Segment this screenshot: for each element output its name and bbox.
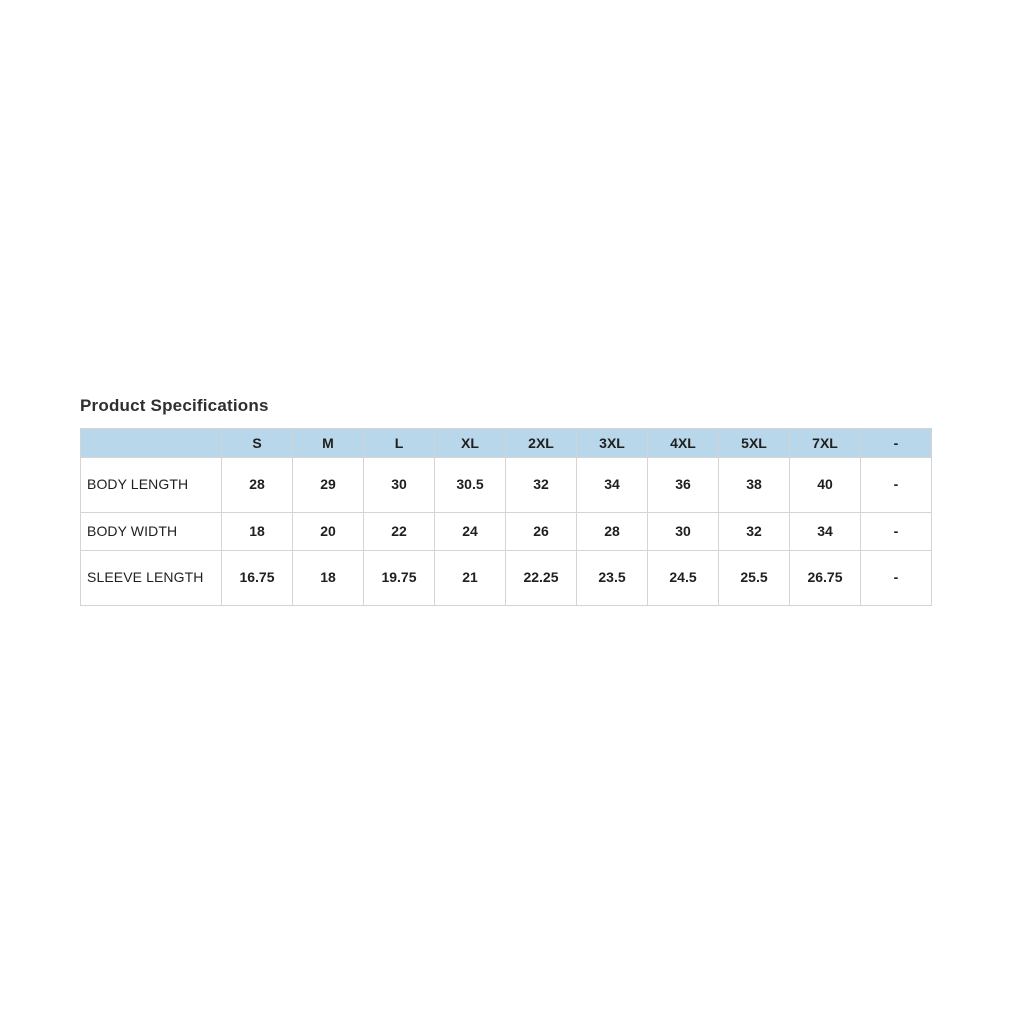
column-header-3xl: 3XL	[577, 429, 648, 458]
cell-sleeve-length-blank: -	[861, 551, 932, 606]
cell-body-width-4xl: 30	[648, 513, 719, 551]
cell-sleeve-length-3xl: 23.5	[577, 551, 648, 606]
row-label-sleeve-length: SLEEVE LENGTH	[81, 551, 222, 606]
cell-sleeve-length-m: 18	[293, 551, 364, 606]
cell-body-length-s: 28	[222, 458, 293, 513]
table-header	[81, 429, 932, 458]
cell-body-width-5xl: 32	[719, 513, 790, 551]
column-header-5xl: 5XL	[719, 429, 790, 458]
column-header-blank: -	[861, 429, 932, 458]
cell-sleeve-length-2xl: 22.25	[506, 551, 577, 606]
table-row	[81, 458, 932, 513]
product-specifications-block	[80, 396, 932, 606]
column-header-4xl: 4XL	[648, 429, 719, 458]
cell-sleeve-length-s: 16.75	[222, 551, 293, 606]
page-title: Product Specifications	[80, 396, 269, 415]
table-header-row	[81, 429, 932, 458]
cell-sleeve-length-5xl: 25.5	[719, 551, 790, 606]
table-body	[81, 458, 932, 606]
row-label-body-length: BODY LENGTH	[81, 458, 222, 513]
column-header-xl: XL	[435, 429, 506, 458]
size-chart-table	[80, 428, 932, 606]
table-corner-cell	[81, 429, 222, 458]
cell-body-width-s: 18	[222, 513, 293, 551]
cell-body-length-3xl: 34	[577, 458, 648, 513]
cell-body-length-l: 30	[364, 458, 435, 513]
cell-body-width-7xl: 34	[790, 513, 861, 551]
row-label-body-width: BODY WIDTH	[81, 513, 222, 551]
cell-body-width-2xl: 26	[506, 513, 577, 551]
cell-body-length-5xl: 38	[719, 458, 790, 513]
cell-body-width-blank: -	[861, 513, 932, 551]
cell-body-length-2xl: 32	[506, 458, 577, 513]
cell-sleeve-length-l: 19.75	[364, 551, 435, 606]
cell-body-width-xl: 24	[435, 513, 506, 551]
cell-body-width-m: 20	[293, 513, 364, 551]
cell-body-length-xl: 30.5	[435, 458, 506, 513]
column-header-2xl: 2XL	[506, 429, 577, 458]
cell-body-length-m: 29	[293, 458, 364, 513]
cell-body-width-l: 22	[364, 513, 435, 551]
cell-body-length-4xl: 36	[648, 458, 719, 513]
cell-sleeve-length-7xl: 26.75	[790, 551, 861, 606]
table-row	[81, 513, 932, 551]
cell-sleeve-length-xl: 21	[435, 551, 506, 606]
table-row	[81, 551, 932, 606]
cell-body-width-3xl: 28	[577, 513, 648, 551]
column-header-m: M	[293, 429, 364, 458]
column-header-l: L	[364, 429, 435, 458]
cell-sleeve-length-4xl: 24.5	[648, 551, 719, 606]
cell-body-length-7xl: 40	[790, 458, 861, 513]
column-header-s: S	[222, 429, 293, 458]
cell-body-length-blank: -	[861, 458, 932, 513]
column-header-7xl: 7XL	[790, 429, 861, 458]
